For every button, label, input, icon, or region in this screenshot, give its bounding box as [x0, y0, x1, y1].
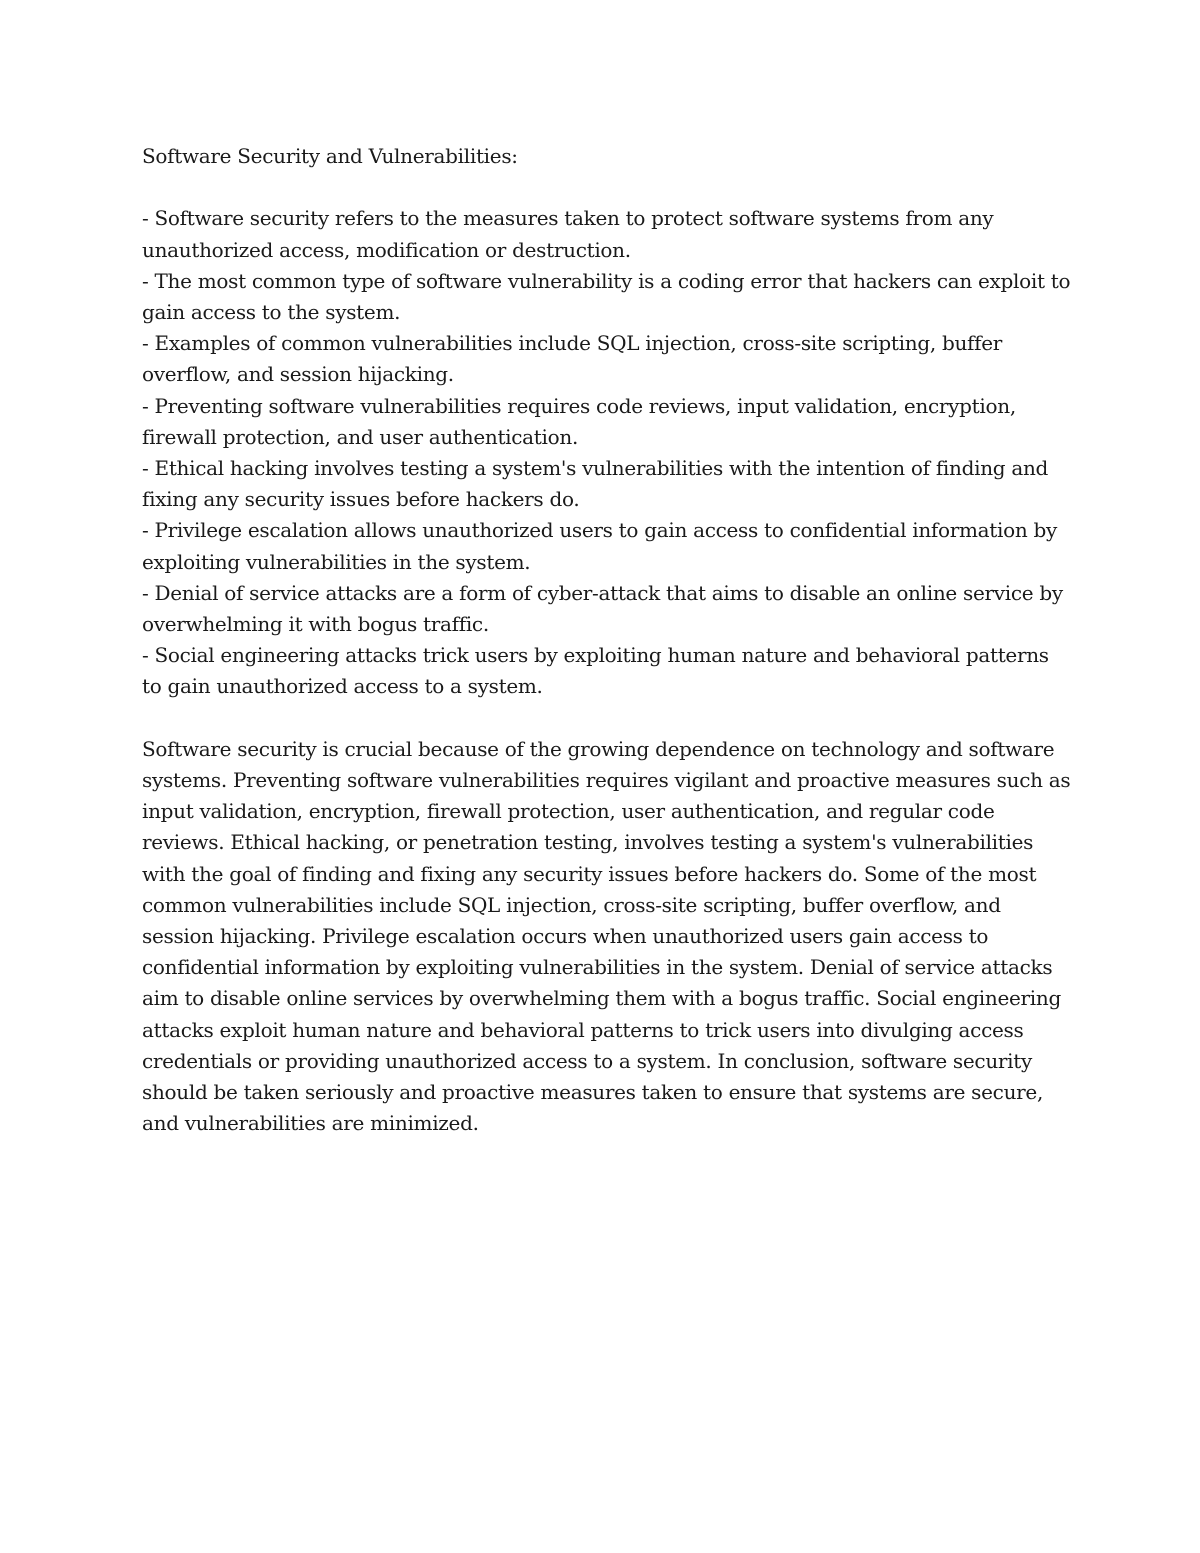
bullet-item: - Software security refers to the measures taken to protect software systems from any unauthorized access, modification or destruction.	[142, 206, 994, 262]
bullet-list	[142, 203, 1072, 702]
bullet-item: - Privilege escalation allows unauthorized users to gain access to confidential information by exploiting vulnerabilities in the system.	[142, 518, 1058, 574]
document-title: Software Security and Vulnerabilities:	[142, 144, 518, 168]
blank-line	[142, 703, 1072, 734]
document-body	[142, 141, 1072, 1139]
bullet-item: - Social engineering attacks trick users by exploiting human nature and behavioral patterns to gain unauthorized access to a system.	[142, 643, 1049, 699]
blank-line	[142, 172, 1072, 203]
bullet-item: - Preventing software vulnerabilities requires code reviews, input validation, encryption, firewall protection, and user authentication.	[142, 393, 1016, 449]
bullet-item: - Denial of service attacks are a form of cyber-attack that aims to disable an online service by overwhelming it with bogus traffic.	[142, 580, 1063, 637]
bullet-item: - The most common type of software vulnerability is a coding error that hackers can exploit to gain access to the system.	[142, 268, 1071, 324]
summary-paragraph: Software security is crucial because of the growing dependence on technology and software systems. Preventing software vulnerabilities requires vigilant and proactive measures such as input validation, encryption, firewall protection, user authentication, and regular code reviews. Ethical hacking, or penetration testing, involves testing a system's vulnerabilities with the goal of finding and fixing any security issues before hackers do. Some of the most common vulnerabilities include SQL injection, cross-site scripting, buffer overflow, and session hijacking. Privilege escalation occurs when unauthorized users gain access to confidential information by exploiting vulnerabilities in the system. Denial of service attacks aim to disable online services by overwhelming them with a bogus traffic. Social engineering attacks exploit human nature and behavioral patterns to trick users into divulging access credentials or providing unauthorized access to a system. In conclusion, software security should be taken seriously and proactive measures taken to ensure that systems are secure, and vulnerabilities are minimized.	[142, 736, 1071, 1136]
bullet-item: - Examples of common vulnerabilities include SQL injection, cross-site scripting, buffer overflow, and session hijacking.	[142, 331, 1003, 387]
bullet-item: - Ethical hacking involves testing a system's vulnerabilities with the intention of finding and fixing any security issues before hackers do.	[142, 456, 1049, 512]
